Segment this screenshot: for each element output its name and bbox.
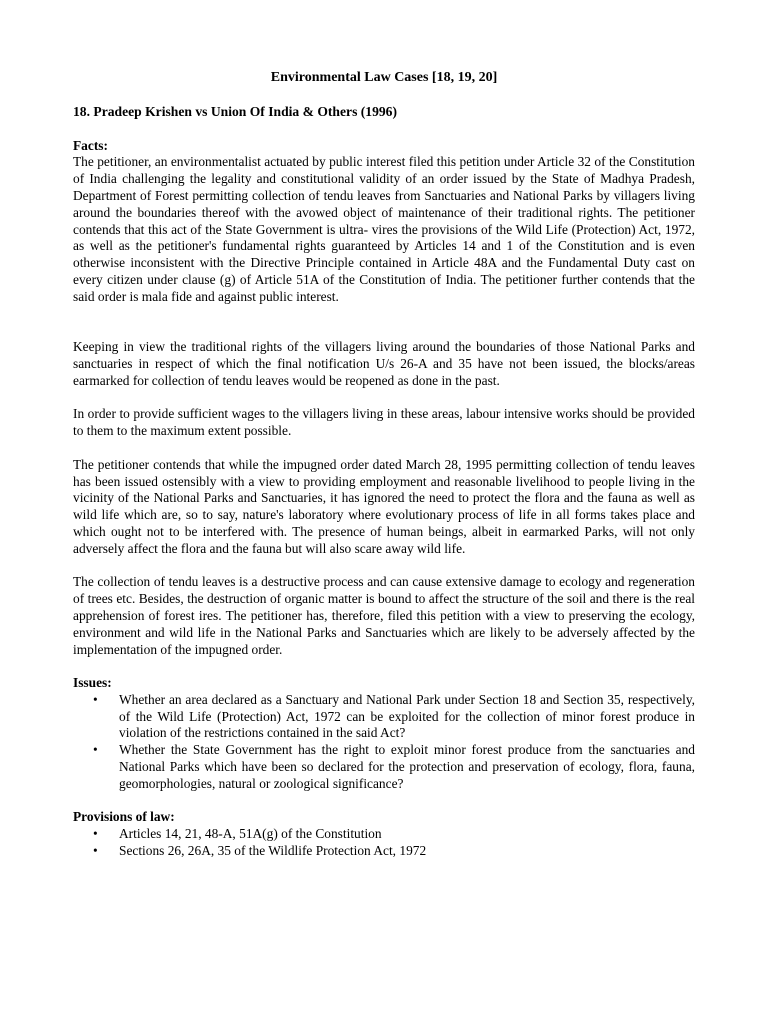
provisions-label: Provisions of law: (73, 809, 175, 825)
provision-text: Sections 26, 26A, 35 of the Wildlife Protection Act, 1972 (119, 843, 427, 859)
bullet-icon: • (93, 843, 98, 859)
issues-list (73, 692, 695, 793)
bullet-icon: • (93, 826, 98, 842)
case-heading: 18. Pradeep Krishen vs Union Of India & Others (1996) (73, 103, 397, 119)
issue-item (73, 692, 695, 742)
document-title: Environmental Law Cases [18, 19, 20] (270, 70, 498, 85)
facts-paragraph-2: Keeping in view the traditional rights of the villagers living around the boundaries of those National Parks and sanctuaries in respect of which the final notification U/s 26-A and 35 have not been issued, the blocks/areas earmarked for collection of tendu leaves would be reopened as done in the past. (73, 339, 695, 388)
provision-item (73, 826, 695, 843)
issue-text: Whether the State Government has the right to exploit minor forest produce from the sanctuaries and National Parks which have been so declared for the protection and preservation of ecology, flora, fauna, geomorphologies, natural or zoological significance? (119, 742, 695, 791)
provision-item (73, 843, 695, 860)
bullet-icon: • (93, 742, 98, 758)
facts-paragraph-4: The petitioner contends that while the impugned order dated March 28, 1995 permitting collection of tendu leaves has been issued ostensibly with a view to providing employment and reasonable livelihood to people living in the vicinity of the National Parks and Sanctuaries, it has ignored the need to protect the flora and the fauna as well as wild life which are, so to say, nature's laboratory where evolutionary process of life in all forms takes place and which ought not to be interfered with. The presence of human beings, albeit in earmarked Parks, will not only adversely affect the flora and the fauna but will also scare away wild life. (73, 456, 695, 556)
issue-text: Whether an area declared as a Sanctuary and National Park under Section 18 and Section 35, respectively, of the Wild Life (Protection) Act, 1972 can be exploited for the collection of minor forest produce in violation of the restrictions contained in the said Act? (119, 691, 695, 741)
facts-paragraph-5: The collection of tendu leaves is a destructive process and can cause extensive damage to ecology and regeneration of trees etc. Besides, the destruction of organic matter is bound to affect the structure of the soil and there is the real apprehension of forest ires. The petitioner has, therefore, filed this petition with a view to preserving the ecology, environment and wild life in the National Parks and Sanctuaries which are likely to be adversely affected by the implementation of the impugned order. (73, 574, 695, 657)
provisions-list (73, 826, 695, 860)
facts-paragraph-1: The petitioner, an environmentalist actuated by public interest filed this petition under Article 32 of the Constitution of India challenging the legality and constitutional validity of an order issued by the State of Madhya Pradesh, Department of Forest permitting collection of tendu leaves from Sanctuaries and National Parks by villagers living around the boundaries thereof with the avowed object of maintenance of their traditional rights. The petitioner contends that this act of the State Government is ultra- vires the provisions of the Wild Life (Protection) Act, 1972, as well as the petitioner's fundamental rights guaranteed by Articles 14 and 1 of the Constitution and is even otherwise inconsistent with the Directive Principle contained in Article 48A and the Fundamental Duty cast on every citizen under clause (g) of Article 51A of the Constitution of India. The petitioner further contends that the said order is mala fide and against public interest. (73, 154, 695, 304)
issues-label: Issues: (73, 675, 112, 691)
bullet-icon: • (93, 691, 98, 707)
provision-text: Articles 14, 21, 48-A, 51A(g) of the Constitution (119, 826, 382, 842)
issue-item (73, 742, 695, 792)
facts-paragraph-3: In order to provide sufficient wages to the villagers living in these areas, labour intensive works should be provided to them to the maximum extent possible. (73, 406, 695, 439)
facts-label: Facts: (73, 137, 108, 153)
